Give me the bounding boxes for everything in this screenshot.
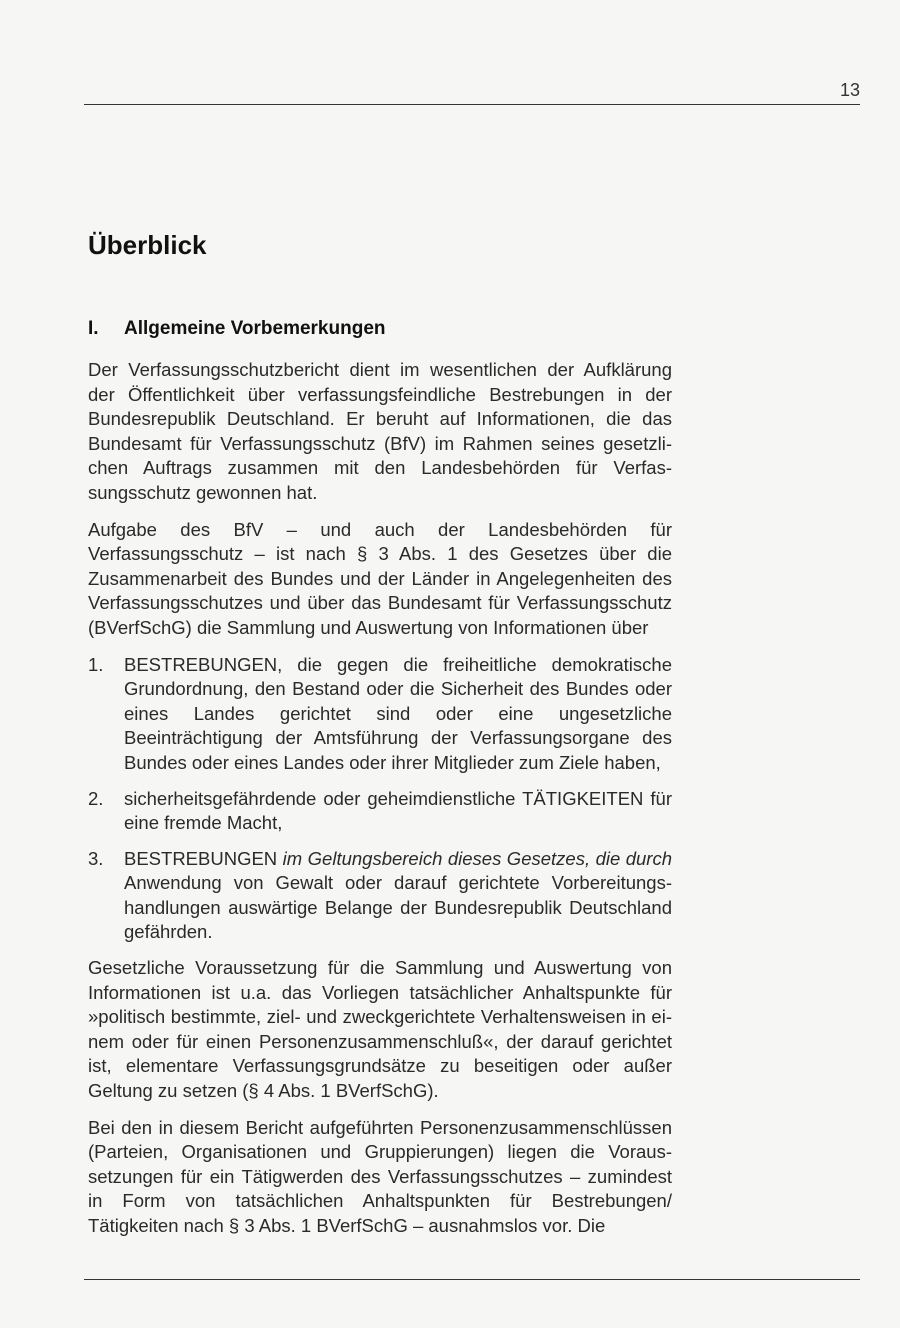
list-marker: 3.: [88, 847, 104, 869]
numbered-list: [88, 653, 672, 946]
paragraph-prerequisite: Gesetzliche Voraussetzung für die Sammlung und Auswertung von Informationen ist u.a. das Vorliegen tatsächlicher Anhaltspunkte für »politisch bestimmte, ziel- und zweckgerichtete Verhaltensweisen in einem oder für einen Personenzusammenschluß«, der darauf gerichtet ist, elementare Verfassungsgrundsätze zu beseitigen oder außer Geltung zu setzen (§ 4 Abs. 1 BVerfSchG).: [88, 957, 672, 1102]
list-item-text: sicherheitsgefährdende oder geheimdienstliche TÄTIGKEITEN für eine fremde Macht,: [124, 787, 672, 834]
list-item-text: [124, 848, 672, 943]
section-number: I.: [88, 318, 99, 339]
list-item-text-lead: BESTREBUNGEN: [124, 847, 283, 869]
paragraph-task: Aufgabe des BfV – und auch der Landesbehörden für Verfassungsschutz – ist nach § 3 Abs. 1 des Gesetzes über die Zusammenarbeit des Bundes und der Länder in Angelegenheiten des Verfassungsschutzes und über das Bundesamt für Verfassungsschutz (BVerfSchG) die Sammlung und Auswertung von Informationen über: [88, 518, 672, 638]
paragraph-groups: Bei den in diesem Bericht aufgeführten Personenzusammenschlüssen (Parteien, Organisationen und Gruppierungen) liegen die Voraussetzungen für ein Tätigwerden des Verfassungsschutzes – zumindest in Form von tatsächlichen Anhaltspunkten für Bestrebungen/ Tätigkeiten nach § 3 Abs. 1 BVerfSchG – ausnahmslos vor. Die: [88, 1116, 672, 1236]
paragraph-intro: Der Verfassungsschutzbericht dient im wesentlichen der Aufklärung der Öffentlichkeit über verfassungsfeindliche Bestrebungen in der Bundesrepublik Deutschland. Er beruht auf Informationen, die das Bundesamt für Verfassungsschutz (BfV) im Rahmen seines gesetzlichen Auftrags zusammen mit den Landesbehörden für Verfassungsschutz gewonnen hat.: [88, 359, 672, 503]
section-heading: [88, 318, 386, 340]
header-rule: [84, 104, 860, 105]
list-marker: 1.: [88, 653, 104, 675]
chapter-title: Überblick: [88, 230, 207, 260]
section-title: Allgemeine Vorbemerkungen: [124, 318, 386, 339]
list-item-3: [88, 847, 672, 945]
list-item-text-italic: im Geltungsbereich dieses Gesetzes, die durch: [282, 847, 673, 869]
list-item-text: BESTREBUNGEN, die gegen die freiheitliche demokratische Grundordnung, den Bestand oder die Sicherheit des Bundes oder eines Landes gerichtet sind oder eine ungesetzliche Beeinträchtigung der Amtsführung der Verfassungsorgane des Bundes oder eines Landes oder ihrer Mitglieder zum Ziele haben,: [124, 653, 672, 773]
list-item-text-rest: Anwendung von Gewalt oder darauf gerichtete Vorbereitungshandlungen auswärtige Belange der Bundesrepublik Deutschland gefährden.: [124, 872, 672, 943]
footer-rule: [84, 1279, 860, 1280]
list-marker: 2.: [88, 787, 104, 809]
body-text: [88, 358, 672, 1251]
list-item-1: [88, 653, 672, 776]
list-item-2: [88, 787, 672, 836]
page-number: 13: [839, 80, 860, 100]
